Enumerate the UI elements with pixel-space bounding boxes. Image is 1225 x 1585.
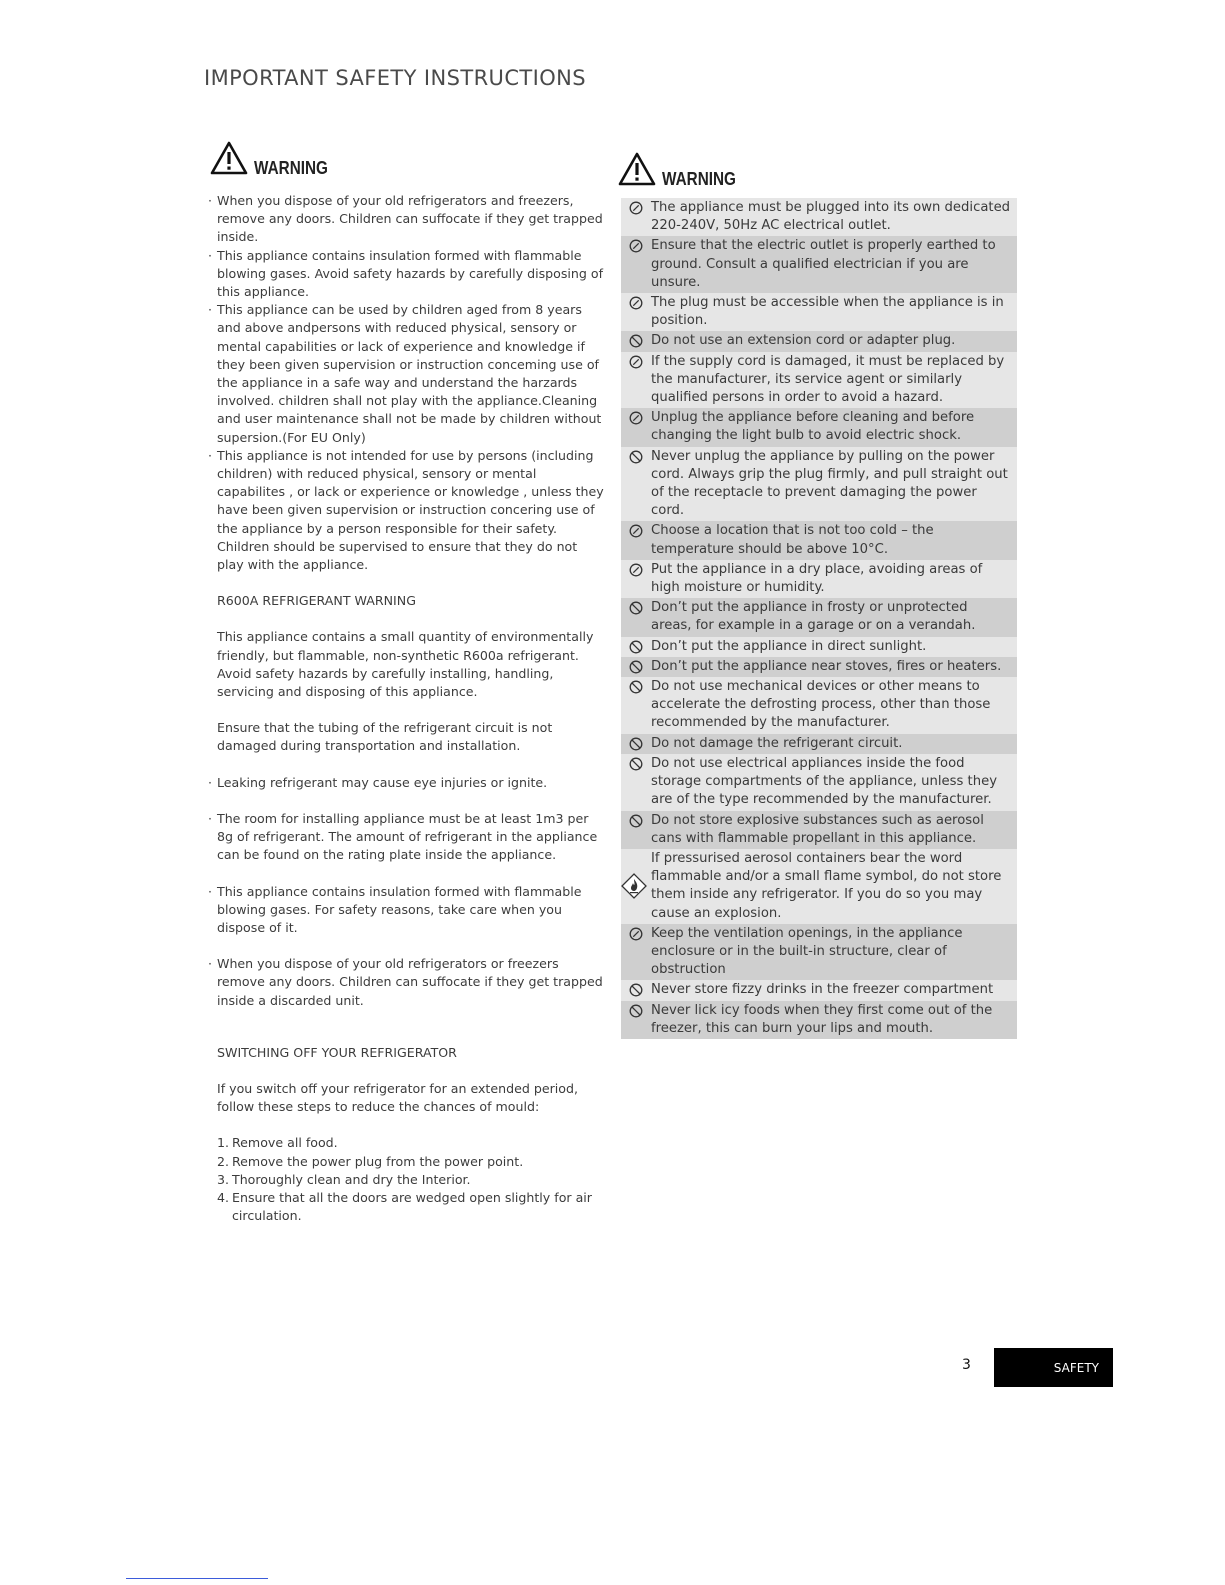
right-warning-heading [618, 152, 749, 190]
switch-off-heading: SWITCHING OFF YOUR REFRIGERATOR [217, 1044, 457, 1060]
left-warning-heading [210, 141, 341, 179]
warning-triangle-icon [210, 141, 248, 179]
warning-label: WARNING [254, 158, 328, 178]
warning-row-text: Put the appliance in a dry place, avoiding areas of high moisture or humidity. [651, 561, 983, 596]
warning-row [621, 560, 1017, 598]
warning-row [621, 198, 1017, 236]
warning-row [621, 521, 1017, 559]
bullet-children-8-years: · This appliance can be used by children aged from 8 years and above andpersons with reduced physical, sensory or mental capabilities or lack of experience and knowledge if they been given supervision or instruction conceming use of the appliance in a safe way and understand the harzards involved. children shall not play with the appliance.Cleaning and user maintenance shall not be made by children without supersion.(For EU Only) [208, 301, 606, 447]
bullet-dispose-discarded-unit: · When you dispose of your old refrigerators or freezers remove any doors. Children can suffocate if they get trapped inside a discarded unit. [208, 955, 606, 1010]
warning-row-text: Do not store explosive substances such as aerosol cans with flammable propellant in this appliance. [651, 812, 984, 846]
r600a-heading: R600A REFRIGERANT WARNING [217, 593, 416, 609]
do-icon [621, 199, 651, 215]
bullet-insulation: · This appliance contains insulation formed with flammable blowing gases. Avoid safety hazards by carefully disposing of this appliance. [208, 247, 606, 302]
do-icon [621, 409, 651, 425]
switch-off-intro: If you switch off your refrigerator for an extended period, follow these steps to reduce the chances of mould: [217, 1080, 578, 1115]
step-item: 1. Remove all food. [217, 1135, 338, 1151]
warning-row [621, 657, 1017, 677]
warning-row [621, 236, 1017, 293]
warning-row [621, 352, 1017, 409]
warning-label: WARNING [662, 169, 736, 189]
warning-row [621, 754, 1017, 811]
warning-row-text: If pressurised aerosol containers bear the word flammable and/or a small flame symbol, do not store them inside any refrigerator. If you do so you may cause an explosion. [651, 850, 1002, 921]
do-icon [621, 237, 651, 253]
prohibited-icon [621, 735, 651, 751]
warning-row [621, 598, 1017, 636]
prohibited-icon [621, 755, 651, 771]
bullet-dispose-doors: · When you dispose of your old refrigerators and freezers, remove any doors. Children can suffocate if they get trapped inside. [208, 192, 606, 247]
warning-row-text: Never unplug the appliance by pulling on the power cord. Always grip the plug firmly, and pull straight out of the receptacle to prevent damaging the power cord. [651, 448, 1008, 519]
warning-row [621, 1001, 1017, 1039]
step-item: 2. Remove the power plug from the power point. [217, 1153, 524, 1169]
step-item: 4. Ensure that all the doors are wedged open slightly for air circulation. [217, 1189, 592, 1224]
r600a-paragraph-2: Ensure that the tubing of the refrigerant circuit is not damaged during transportation and installation. [217, 720, 553, 754]
do-icon [621, 522, 651, 538]
warning-row [621, 811, 1017, 849]
warning-row [621, 408, 1017, 446]
warning-row [621, 849, 1017, 924]
prohibited-icon [621, 332, 651, 348]
warning-row-text: Do not use an extension cord or adapter plug. [651, 333, 956, 349]
prohibited-icon [621, 599, 651, 615]
bullet-leaking-refrigerant: · Leaking refrigerant may cause eye injuries or ignite. [208, 774, 606, 792]
warning-row-text: Unplug the appliance before cleaning and before changing the light bulb to avoid electric shock. [651, 410, 975, 444]
warning-row-text: Don’t put the appliance in frosty or unprotected areas, for example in a garage or on a verandah. [651, 600, 976, 634]
page-number: 3 [962, 1357, 971, 1373]
warning-triangle-icon [618, 152, 656, 190]
bullet-not-intended: · This appliance is not intended for use by persons (including children) with reduced physical, sensory or mental capabilites , or lack or experience or knowledge , unless they have been given supervision or instruction concering use of the appliance by a person responsible for their safety. Children should be supervised to ensure that they do not play with the appliance. [208, 447, 606, 574]
warning-row-text: Do not use mechanical devices or other means to accelerate the defrosting process, other than those recommended by the manufacturer. [651, 679, 991, 731]
warning-row-text: Never store fizzy drinks in the freezer compartment [651, 982, 994, 998]
warning-row-text: The plug must be accessible when the appliance is in position. [651, 295, 1004, 329]
prohibited-icon [621, 812, 651, 828]
warning-row [621, 293, 1017, 331]
warning-row [621, 637, 1017, 657]
prohibited-icon [621, 678, 651, 694]
do-icon [621, 294, 651, 310]
warning-row-text: The appliance must be plugged into its own dedicated 220-240V, 50Hz AC electrical outlet. [651, 200, 1011, 234]
warning-row [621, 677, 1017, 734]
prohibited-icon [621, 658, 651, 674]
right-warning-list [621, 198, 1017, 1039]
flammable-icon [621, 850, 651, 923]
page-title: IMPORTANT SAFETY INSTRUCTIONS [204, 66, 586, 90]
warning-row-text: Keep the ventilation openings, in the appliance enclosure or in the built-in structure, clear of obstruction [651, 925, 963, 978]
warning-row [621, 924, 1017, 981]
warning-row-text: Do not damage the refrigerant circuit. [651, 735, 903, 751]
warning-row-text: Do not use electrical appliances inside the food storage compartments of the appliance, unless they are of the type recommended by the manufacturer. [651, 755, 997, 808]
warning-row-text: Don’t put the appliance in direct sunlight. [651, 638, 927, 654]
warning-row-text: Choose a location that is not too cold – the temperature should be above 10°C. [651, 523, 934, 557]
warning-row [621, 447, 1017, 522]
warning-row [621, 734, 1017, 754]
warning-row-text: Ensure that the electric outlet is properly earthed to ground. Consult a qualified electrician if you are unsure. [651, 238, 996, 290]
do-icon [621, 561, 651, 577]
warning-row [621, 331, 1017, 351]
bullet-room-size: · The room for installing appliance must be at least 1m3 per 8g of refrigerant. The amount of refrigerant in the appliance can be found on the rating plate inside the appliance. [208, 810, 606, 865]
prohibited-icon [621, 981, 651, 997]
prohibited-icon [621, 448, 651, 464]
prohibited-icon [621, 1002, 651, 1018]
warning-row-text: If the supply cord is damaged, it must be replaced by the manufacturer, its service agent or similarly qualified persons in order to avoid a hazard. [651, 353, 1005, 406]
bullet-insulation-dispose: · This appliance contains insulation formed with flammable blowing gases. For safety reasons, take care when you dispose of it. [208, 883, 606, 938]
warning-row-text: Never lick icy foods when they first come out of the freezer, this can burn your lips and mouth. [651, 1002, 993, 1036]
warning-row [621, 980, 1017, 1000]
step-item: 3. Thoroughly clean and dry the Interior. [217, 1171, 471, 1187]
do-icon [621, 925, 651, 941]
do-icon [621, 353, 651, 369]
r600a-paragraph-1: This appliance contains a small quantity of environmentally friendly, but flammable, non-synthetic R600a refrigerant. Avoid safety hazards by carefully installing, handling, servicing and disposing of this appliance. [217, 629, 594, 700]
prohibited-icon [621, 638, 651, 654]
bottom-link-line [126, 1578, 268, 1579]
section-tab-safety: SAFETY [994, 1348, 1113, 1387]
left-column [208, 192, 606, 1225]
warning-row-text: Don’t put the appliance near stoves, fires or heaters. [651, 658, 1002, 674]
